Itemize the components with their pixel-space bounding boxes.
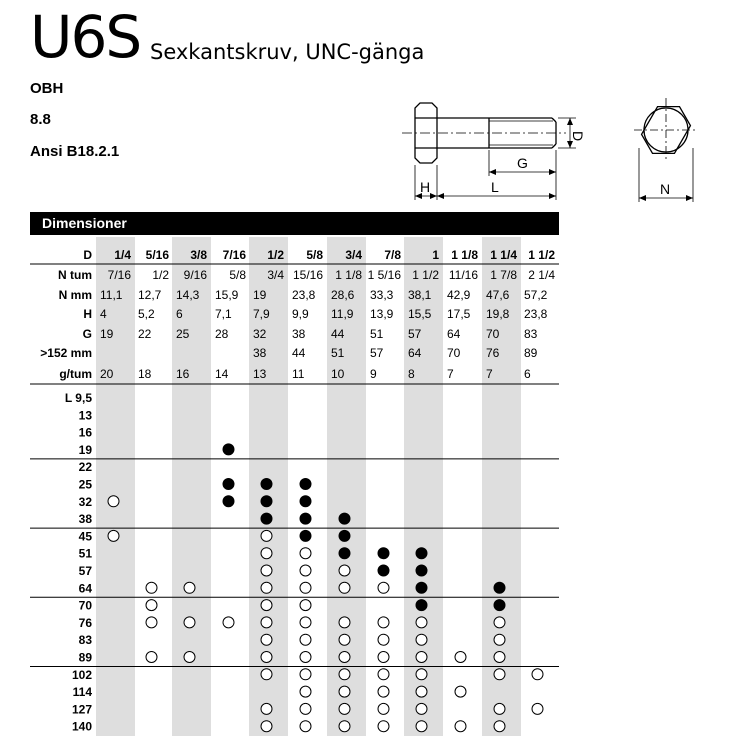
spec-cell: 15,9 [215, 288, 239, 302]
product-description: Sexkantskruv, UNC-gänga [150, 40, 425, 64]
open-circle-marker [416, 617, 427, 628]
open-circle-marker [455, 652, 466, 663]
open-circle-marker [300, 669, 311, 680]
dim-label-g: G [517, 155, 528, 171]
open-circle-marker [378, 703, 389, 714]
spec-cell: 16 [176, 367, 190, 381]
dim-label-h: H [420, 179, 431, 195]
spec-cell: 19 [253, 288, 267, 302]
size-header-3: 7/16 [222, 248, 246, 262]
length-label-16: 102 [71, 667, 92, 682]
open-circle-marker [339, 703, 350, 714]
open-circle-marker [261, 652, 272, 663]
length-label-10: 57 [78, 564, 92, 578]
open-circle-marker [494, 617, 505, 628]
spec-cell: 6 [524, 367, 531, 381]
spec-cell: 15,5 [408, 307, 432, 321]
filled-dot-marker [494, 600, 505, 611]
spec-cell: 47,6 [486, 288, 510, 302]
length-label-1: 13 [78, 408, 92, 423]
length-label-6: 32 [78, 494, 92, 509]
open-circle-marker [378, 652, 389, 663]
filled-dot-marker [416, 582, 427, 593]
spec-cell: 28 [215, 327, 229, 341]
filled-dot-marker [339, 548, 350, 559]
length-label-15: 89 [78, 650, 92, 665]
spec-cell: 11,9 [331, 307, 354, 321]
spec-cell: 51 [370, 327, 384, 341]
spec-cell: 57 [370, 346, 384, 360]
spec-label-0: N tum [58, 268, 92, 282]
open-circle-marker [378, 669, 389, 680]
open-circle-marker [261, 721, 272, 732]
filled-dot-marker [300, 496, 311, 507]
filled-dot-marker [261, 513, 272, 524]
open-circle-marker [300, 652, 311, 663]
spec-cell: 19,8 [486, 307, 510, 321]
filled-dot-marker [300, 513, 311, 524]
spec-label-4: >152 mm [40, 346, 92, 360]
open-circle-marker [261, 582, 272, 593]
length-label-5: 25 [78, 477, 92, 492]
size-header-0: 1/4 [114, 248, 131, 262]
spec-cell: 13,9 [370, 307, 394, 321]
spec-cell: 42,9 [447, 288, 471, 302]
spec-cell: 38 [292, 327, 306, 341]
spec-cell: 5/8 [229, 268, 246, 282]
open-circle-marker [108, 496, 119, 507]
size-header-9: 1 1/8 [451, 248, 478, 262]
open-circle-marker [494, 634, 505, 645]
size-header-11: 1 1/2 [528, 248, 555, 262]
size-header-2: 3/8 [190, 248, 207, 262]
filled-dot-marker [416, 548, 427, 559]
spec-cell: 7 [486, 367, 493, 381]
spec-cell: 15/16 [292, 268, 323, 282]
spec-cell: 32 [253, 327, 267, 341]
filled-dot-marker [339, 530, 350, 541]
open-circle-marker [300, 565, 311, 576]
spec-cell: 7,1 [215, 307, 232, 321]
open-circle-marker [300, 686, 311, 697]
spec-cell: 11 [292, 367, 305, 381]
length-label-2: 16 [78, 425, 92, 440]
open-circle-marker [339, 565, 350, 576]
length-label-9: 51 [78, 546, 92, 561]
open-circle-marker [146, 600, 157, 611]
open-circle-marker [300, 600, 311, 611]
open-circle-marker [494, 703, 505, 714]
spec-cell: 3/4 [267, 268, 284, 282]
length-label-14: 83 [78, 633, 92, 648]
filled-dot-marker [300, 530, 311, 541]
open-circle-marker [108, 530, 119, 541]
spec-cell: 57,2 [524, 288, 548, 302]
open-circle-marker [339, 721, 350, 732]
spec-cell: 14 [215, 367, 229, 381]
size-header-1: 5/16 [145, 248, 169, 262]
open-circle-marker [339, 617, 350, 628]
open-circle-marker [146, 652, 157, 663]
standard-reference: Ansi B18.2.1 [30, 143, 120, 160]
open-circle-marker [261, 617, 272, 628]
size-header-6: 3/4 [345, 248, 362, 262]
filled-dot-marker [416, 600, 427, 611]
length-label-18: 127 [71, 702, 92, 717]
spec-cell: 38,1 [408, 288, 432, 302]
open-circle-marker [532, 669, 543, 680]
spec-cell: 25 [176, 327, 190, 341]
spec-cell: 1 1/8 [335, 268, 362, 282]
spec-cell: 10 [331, 367, 345, 381]
size-header-5: 5/8 [306, 248, 323, 262]
open-circle-marker [184, 652, 195, 663]
open-circle-marker [494, 652, 505, 663]
open-circle-marker [416, 721, 427, 732]
filled-dot-marker [416, 565, 427, 576]
spec-cell: 9/16 [183, 268, 207, 282]
open-circle-marker [416, 652, 427, 663]
filled-dot-marker [261, 496, 272, 507]
open-circle-marker [339, 582, 350, 593]
size-header-10: 1 1/4 [490, 248, 517, 262]
open-circle-marker [378, 686, 389, 697]
dim-label-n: N [660, 181, 671, 197]
open-circle-marker [261, 634, 272, 645]
open-circle-marker [300, 634, 311, 645]
spec-cell: 64 [447, 327, 461, 341]
open-circle-marker [184, 582, 195, 593]
filled-dot-marker [378, 548, 389, 559]
spec-cell: 28,6 [331, 288, 355, 302]
open-circle-marker [261, 703, 272, 714]
open-circle-marker [261, 600, 272, 611]
open-circle-marker [532, 703, 543, 714]
spec-cell: 17,5 [447, 307, 471, 321]
open-circle-marker [261, 669, 272, 680]
open-circle-marker [146, 617, 157, 628]
open-circle-marker [339, 669, 350, 680]
spec-cell: 57 [408, 327, 422, 341]
spec-cell: 8 [408, 367, 415, 381]
filled-dot-marker [494, 582, 505, 593]
dim-label-d: D [570, 131, 586, 142]
length-label-12: 70 [78, 598, 92, 613]
open-circle-marker [494, 669, 505, 680]
length-label-11: 64 [78, 581, 92, 596]
open-circle-marker [378, 582, 389, 593]
spec-cell: 33,3 [370, 288, 394, 302]
spec-cell: 51 [331, 346, 345, 360]
size-header-8: 1 [432, 248, 439, 262]
spec-cell: 12,7 [138, 288, 162, 302]
spec-cell: 38 [253, 346, 267, 360]
open-circle-marker [378, 634, 389, 645]
product-code: U6S [30, 3, 141, 71]
spec-cell: 89 [524, 346, 538, 360]
spec-cell: 4 [100, 307, 107, 321]
spec-cell: 1/2 [152, 268, 169, 282]
spec-cell: 44 [331, 327, 345, 341]
length-label-13: 76 [78, 615, 92, 630]
open-circle-marker [300, 548, 311, 559]
length-label-17: 114 [72, 685, 92, 700]
spec-cell: 23,8 [524, 307, 548, 321]
open-circle-marker [261, 565, 272, 576]
spec-cell: 83 [524, 327, 538, 341]
open-circle-marker [416, 634, 427, 645]
open-circle-marker [184, 617, 195, 628]
spec-cell: 70 [486, 327, 500, 341]
open-circle-marker [455, 721, 466, 732]
spec-cell: 11,1 [100, 288, 123, 302]
open-circle-marker [223, 617, 234, 628]
open-circle-marker [416, 686, 427, 697]
open-circle-marker [378, 721, 389, 732]
open-circle-marker [261, 548, 272, 559]
spec-cell: 19 [100, 327, 114, 341]
filled-dot-marker [378, 565, 389, 576]
open-circle-marker [300, 703, 311, 714]
spec-cell: 18 [138, 367, 152, 381]
spec-cell: 7 [447, 367, 454, 381]
open-circle-marker [300, 582, 311, 593]
length-label-0: L 9,5 [64, 391, 92, 405]
spec-cell: 9 [370, 367, 377, 381]
spec-cell: 64 [408, 346, 422, 360]
length-label-4: 22 [78, 460, 92, 475]
spec-cell: 14,3 [176, 288, 200, 302]
open-circle-marker [494, 721, 505, 732]
spec-label-2: H [83, 307, 92, 321]
filled-dot-marker [339, 513, 350, 524]
open-circle-marker [300, 617, 311, 628]
spec-cell: 9,9 [292, 307, 309, 321]
spec-cell: 11/16 [448, 268, 478, 282]
spec-cell: 20 [100, 367, 114, 381]
size-header-7: 7/8 [384, 248, 401, 262]
open-circle-marker [146, 582, 157, 593]
spec-cell: 23,8 [292, 288, 316, 302]
length-label-19: 140 [71, 719, 92, 734]
spec-cell: 1 5/16 [367, 268, 401, 282]
dimensions-title: Dimensioner [42, 215, 127, 231]
spec-cell: 70 [447, 346, 461, 360]
open-circle-marker [339, 634, 350, 645]
length-label-3: 19 [78, 442, 92, 457]
strength-grade: 8.8 [30, 111, 51, 128]
spec-label-3: G [82, 327, 92, 341]
open-circle-marker [261, 530, 272, 541]
length-label-7: 38 [78, 512, 92, 527]
spec-cell: 6 [176, 307, 183, 321]
spec-cell: 44 [292, 346, 306, 360]
spec-cell: 2 1/4 [528, 268, 555, 282]
filled-dot-marker [261, 479, 272, 490]
spec-cell: 76 [486, 346, 500, 360]
spec-cell: 1 7/8 [490, 268, 517, 282]
length-label-8: 45 [78, 529, 92, 544]
open-circle-marker [339, 652, 350, 663]
size-header-label: D [83, 248, 92, 262]
size-header-4: 1/2 [267, 248, 284, 262]
open-circle-marker [378, 617, 389, 628]
spec-label-5: g/tum [59, 367, 92, 381]
spec-cell: 13 [253, 367, 267, 381]
dim-label-l: L [491, 179, 499, 195]
spec-cell: 5,2 [138, 307, 155, 321]
open-circle-marker [339, 686, 350, 697]
filled-dot-marker [223, 444, 234, 455]
open-circle-marker [300, 721, 311, 732]
filled-dot-marker [223, 479, 234, 490]
spec-cell: 7,9 [253, 307, 270, 321]
spec-cell: 7/16 [107, 268, 131, 282]
open-circle-marker [455, 686, 466, 697]
spec-cell: 22 [138, 327, 152, 341]
open-circle-marker [416, 669, 427, 680]
open-circle-marker [416, 703, 427, 714]
filled-dot-marker [223, 496, 234, 507]
spec-cell: 1 1/2 [412, 268, 439, 282]
finish-code: OBH [30, 80, 64, 97]
spec-label-1: N mm [58, 288, 92, 302]
filled-dot-marker [300, 479, 311, 490]
